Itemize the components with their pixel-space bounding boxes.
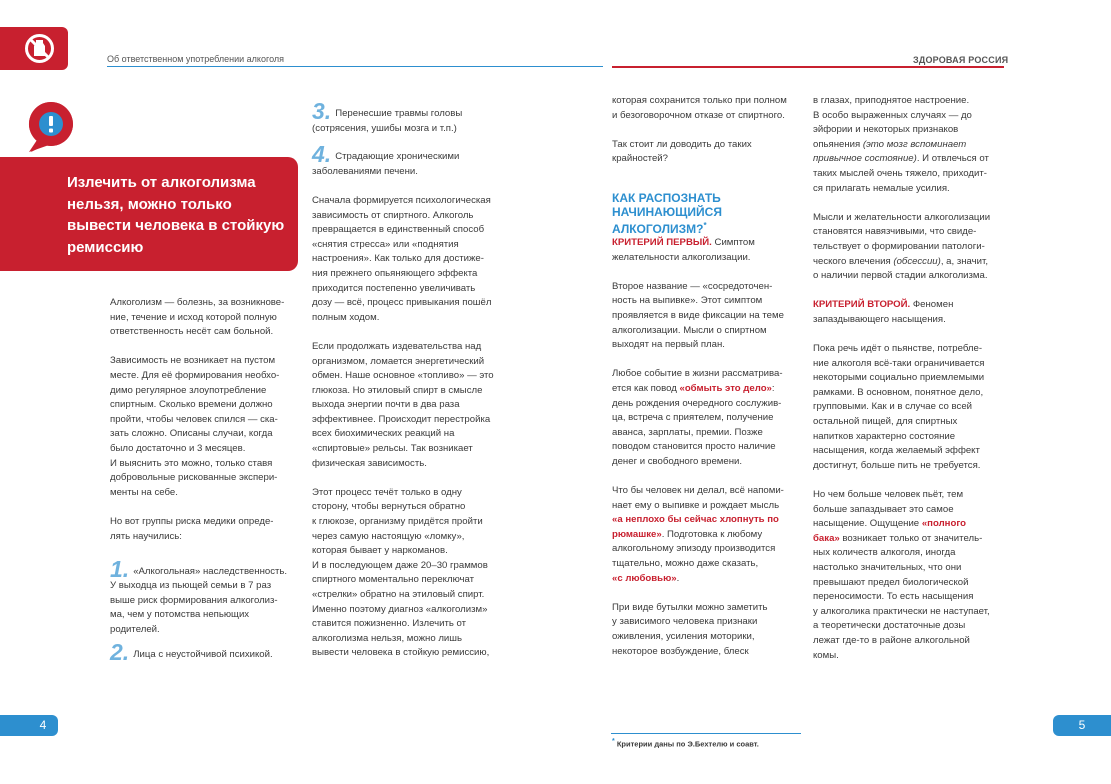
exclamation-icon (25, 100, 77, 152)
criterion-1: КРИТЕРИЙ ПЕРВЫЙ. Симптом желательности алкоголизации. (612, 236, 755, 263)
paragraph: Пока речь идёт о пьянстве, потребле- ние алкоголя всё-таки ограничивается некоторыми социально приемлемыми рамками. В основном, понятное дело, групповыми. Как и в случае со всей остальной пищей, для спиртных напитков характерно состояние насыщения, когда желаемый эффект достигнут, больше пить не требуется. (813, 343, 985, 471)
callout-text: Излечить от алкоголизма нельзя, можно только вывести человека в стойкую ремиссию (67, 174, 285, 256)
paragraph: в глазах, приподнятое настроение. В особо выраженных случаях — до эйфории и некоторых признаков опьянения (это мозг вспоминает привычное состояние). И отвлечься от таких мыслей очень тяжело, приходит- ся прилагать немалые усилия. (813, 95, 989, 194)
paragraph: Если продолжать издевательства над организмом, ломается энергетический обмен. Наше основное «топливо» — это глюкоза. Но этиловый спирт в смысле выхода энергии почти в два раза эффективнее. Происходит перестройка всех биохимических реакций на «спиртовые» рельсы. Так возникает физическая зависимость. (312, 340, 494, 469)
risk-item-1 (110, 555, 300, 638)
item-text: Лица с неустойчивой психикой. (133, 648, 273, 660)
callout-box (0, 157, 298, 271)
highlight-phrase: «полного бака» (813, 518, 967, 544)
item-text: Перенесшие травмы головы (сотрясения, ушибы мозга и т.п.) (312, 108, 463, 134)
paragraph: Мысли и желательности алкоголизации становятся навязчивыми, что свиде- тельствует о формировании патологи- ческого влечения (обсессии), а, значит, о наличии первой стадии алкоголизма. (813, 211, 991, 282)
paragraph: Но чем больше человек пьёт, тем больше запаздывает это самое насыщение. Ощущение «полного бака» возникает только от значитель- ных количеств алкоголя, иногда настолько значительных, что они превышают предел биологической переносимости. То есть насыщения у алкоголика практически не наступает, а теоретически достаточные дозы лежат где-то в районе алкогольной комы. (813, 489, 990, 661)
highlight-phrase: «с любовью» (612, 572, 677, 584)
footnote-divider (611, 733, 801, 734)
paragraph: И в последующем даже 20–30 граммов спиртного моментально переключат «стрелки» обратно на этиловый спирт. Именно поэтому диагноз «алкоголизм» ставится пожизненно. Излечить от алкоголизма нельзя, можно лишь вывести человека в стойкую ремиссию, (312, 559, 490, 659)
highlight-phrase: «обмыть это дело» (679, 382, 772, 394)
header-title: Об ответственном употреблении алкоголя (107, 54, 284, 64)
column-1 (110, 296, 300, 665)
paragraph: Сначала формируется психологическая зависимость от спиртного. Алкоголь превращается в единственный способ «снятия стресса» или «поднятия настроения». Как только для достиже- ния прежнего опьяняющего эффекта приходится постепенно увеличивать дозу — всё, процесс привыкания пошёл полным ходом. (312, 194, 492, 323)
item-text: Страдающие хроническими заболеваниями печени. (312, 151, 460, 177)
highlight-phrase: «а неплохо бы сейчас хлопнуть по рюмашке» (612, 514, 779, 540)
criterion-label: КРИТЕРИЙ ПЕРВЫЙ. (612, 236, 712, 248)
paragraph: И выяснить это можно, только ставя добровольные рискованные экспери- менты на себе. (110, 457, 278, 498)
risk-item-3 (312, 98, 504, 136)
criterion-label: КРИТЕРИЙ ВТОРОЙ. (813, 299, 911, 311)
paragraph: Любое событие в жизни рассматрива- ется как повод «обмыть это дело»: день рождения очередного сослужив- ца, встреча с приятелем, получение аванса, зарплаты, премии. Позже поводом становится просто наличие денег и свободного времени. (612, 368, 783, 467)
item-number: 1. (110, 555, 130, 582)
page-number-right: 5 (1053, 715, 1111, 736)
criterion-2: КРИТЕРИЙ ВТОРОЙ. Феномен запаздывающего насыщения. (813, 299, 954, 325)
paragraph: которая сохранится только при полном и безоговорочном отказе от спиртного. (612, 95, 787, 121)
page-number-left: 4 (0, 715, 58, 736)
paragraph: Второе название — «сосредоточен- ность на выпивке». Этот симптом проявляется в виде фиксации на теме алкоголизации. Мысли о спиртном выходят на первый план. (612, 280, 784, 351)
paragraph: При виде бутылки можно заметить у зависимого человека признаки оживления, усиления моторики, некоторое возбуждение, блеск (612, 601, 768, 657)
column-3 (612, 94, 804, 659)
item-text: «Алкогольная» наследственность. У выходца из пьющей семьи в 7 раз выше риск формирования алкоголиз- ма, чем у потомства непьющих родителей. (110, 565, 288, 636)
header-series-title: ЗДОРОВАЯ РОССИЯ (913, 55, 1009, 65)
header-divider-left (107, 66, 603, 67)
item-number: 4. (312, 141, 332, 168)
item-number: 3. (312, 98, 332, 124)
paragraph: Что бы человек ни делал, всё напоми- нает ему о выпивке и рождает мысль «а неплохо бы сейчас хлопнуть по рюмашке». Подготовка к любому алкогольному эпизоду производится тщательно, можно даже сказать, «с любовью». (612, 485, 784, 584)
footnote: * Критерии даны по Э.Бехтелю и соавт. (612, 738, 759, 749)
header-divider-right (612, 66, 1004, 68)
item-number: 2. (110, 638, 130, 665)
paragraph: Зависимость не возникает на пустом месте. Для её формирования необхо- димо регулярное злоупотребление спиртным. Сколько времени должно пройти, чтобы человек спился — ска- зать сложно. Описаны случаи, когда было достаточно и 3 месяцев. (110, 355, 280, 454)
paragraph: Так стоит ли доводить до таких крайностей? (612, 138, 752, 165)
section-heading: КАК РАСПОЗНАТЬ НАЧИНАЮЩИЙСЯ АЛКОГОЛИЗМ?* (612, 190, 722, 236)
paragraph: Алкоголизм — болезнь, за возникнове- ние, течение и исход которой полную ответственность несёт сам больной. (110, 297, 285, 338)
no-alcohol-icon (24, 33, 55, 64)
column-2 (312, 98, 504, 661)
paragraph: Этот процесс течёт только в одну сторону, чтобы вернуться обратно к глюкозе, организму придётся пройти через самую настоящую «ломку», которая бывает у наркоманов. (312, 486, 483, 557)
column-4 (813, 94, 1008, 663)
logo-tab (0, 27, 68, 70)
paragraph: Но вот группы риска медики опреде- лять научились: (110, 515, 274, 542)
risk-item-2 (110, 638, 300, 665)
risk-item-4 (312, 141, 504, 179)
